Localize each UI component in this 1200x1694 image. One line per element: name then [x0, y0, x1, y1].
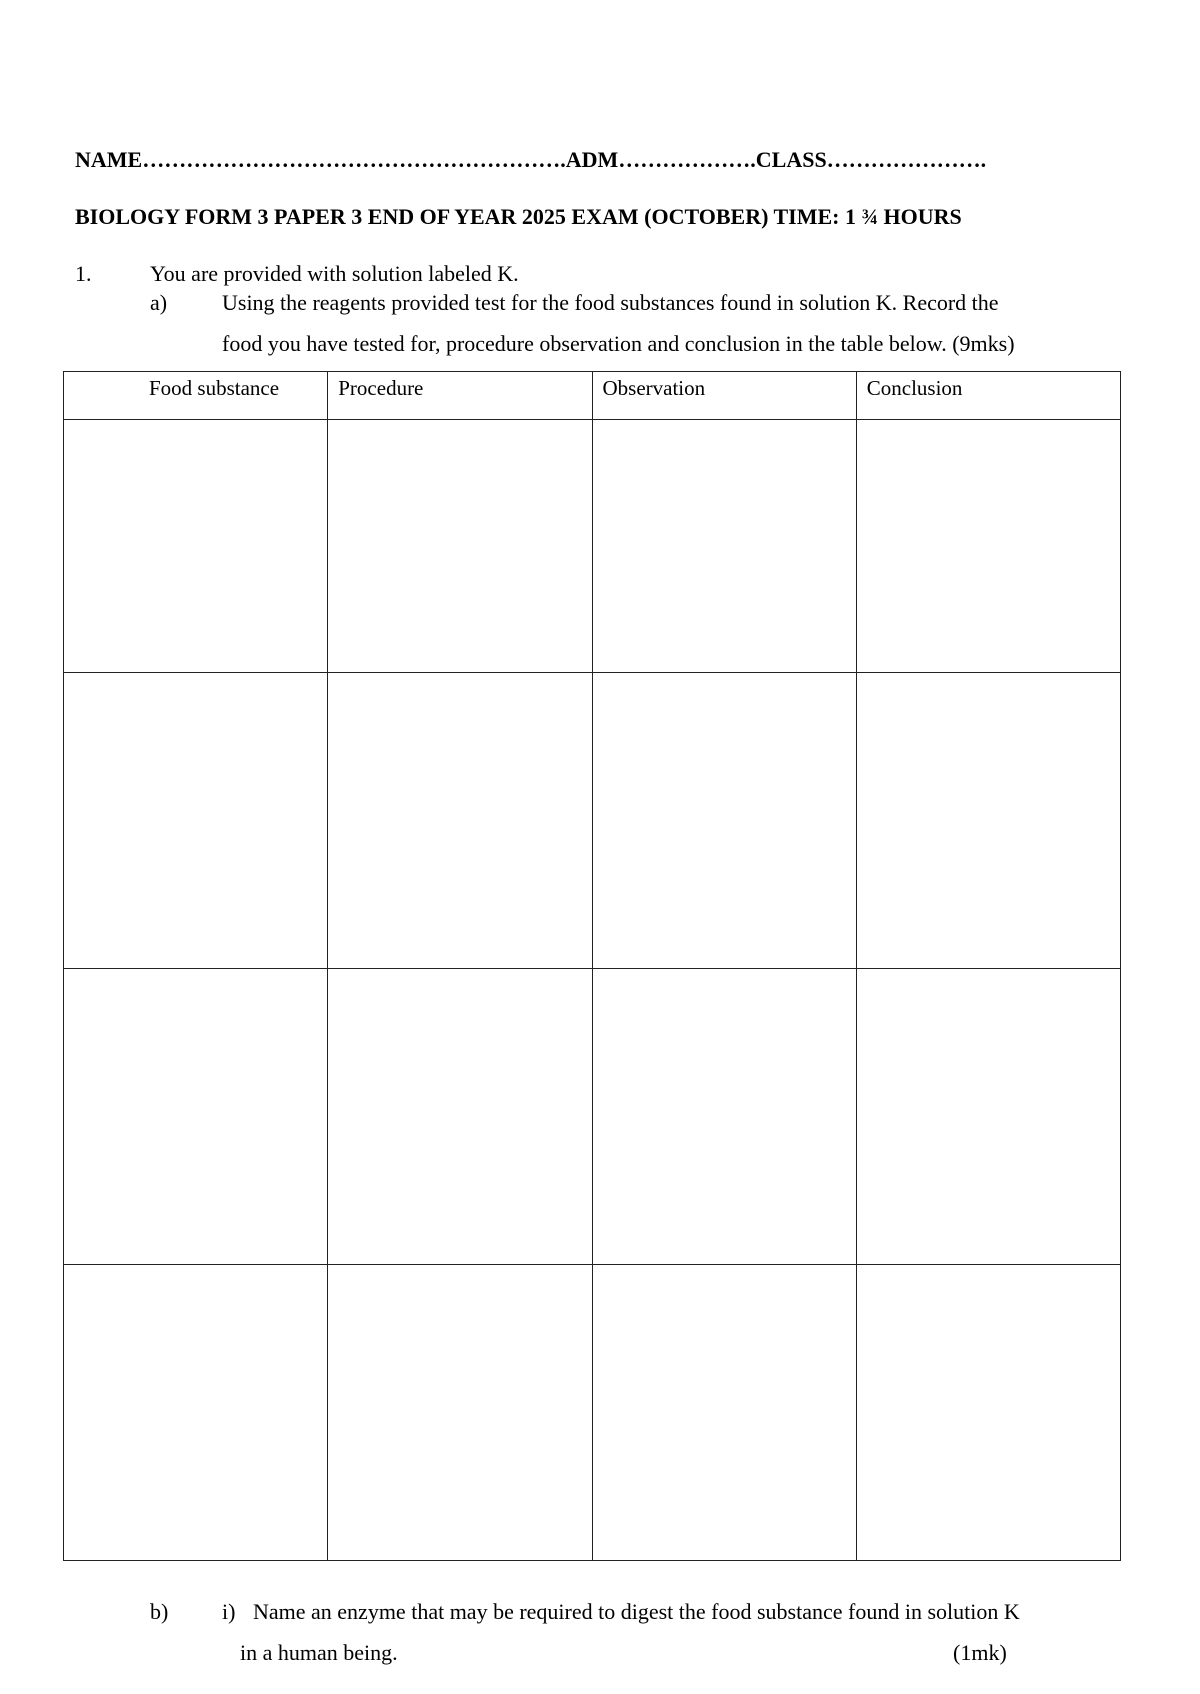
- answer-cell[interactable]: [328, 1265, 592, 1561]
- exam-title: BIOLOGY FORM 3 PAPER 3 END OF YEAR 2025 EXAM (OCTOBER) TIME: 1 ¾ HOURS: [75, 204, 962, 229]
- question-intro: You are provided with solution labeled K.: [150, 261, 519, 286]
- answer-cell[interactable]: [328, 969, 592, 1265]
- answer-cell[interactable]: [328, 420, 592, 673]
- question-number: 1.: [75, 261, 92, 286]
- header-conclusion: Conclusion: [856, 372, 1120, 420]
- answer-cell[interactable]: [64, 1265, 328, 1561]
- table-row: [64, 673, 1121, 969]
- table-row: [64, 420, 1121, 673]
- table-row: [64, 969, 1121, 1265]
- answer-cell[interactable]: [592, 673, 856, 969]
- answer-cell[interactable]: [856, 673, 1120, 969]
- part-a-label: a): [150, 290, 168, 315]
- answer-cell[interactable]: [592, 420, 856, 673]
- answer-cell[interactable]: [856, 420, 1120, 673]
- answer-cell[interactable]: [64, 969, 328, 1265]
- name-adm-class-line: NAME………………………………………………….ADM……………….CLASS………………….: [75, 147, 987, 172]
- answer-cell[interactable]: [64, 673, 328, 969]
- part-b-text-line1: Name an enzyme that may be required to digest the food substance found in solution K: [253, 1599, 1020, 1624]
- part-a-text-line1: Using the reagents provided test for the food substances found in solution K. Record the: [222, 290, 999, 315]
- answer-cell[interactable]: [856, 969, 1120, 1265]
- part-b-sub-label: i): [222, 1599, 236, 1624]
- table-header-row: [64, 372, 1121, 420]
- part-a-text-line2: food you have tested for, procedure observation and conclusion in the table below. (9mks): [222, 331, 1015, 356]
- results-table: [63, 371, 1121, 1561]
- header-food-substance: Food substance: [64, 372, 328, 420]
- answer-cell[interactable]: [328, 673, 592, 969]
- answer-cell[interactable]: [592, 1265, 856, 1561]
- answer-cell[interactable]: [64, 420, 328, 673]
- answer-cell[interactable]: [856, 1265, 1120, 1561]
- part-b-marks: (1mk): [953, 1640, 1007, 1665]
- table-row: [64, 1265, 1121, 1561]
- part-b-text-line2: in a human being.: [240, 1640, 398, 1665]
- header-procedure: Procedure: [328, 372, 592, 420]
- part-b-label: b): [150, 1599, 169, 1624]
- header-observation: Observation: [592, 372, 856, 420]
- answer-cell[interactable]: [592, 969, 856, 1265]
